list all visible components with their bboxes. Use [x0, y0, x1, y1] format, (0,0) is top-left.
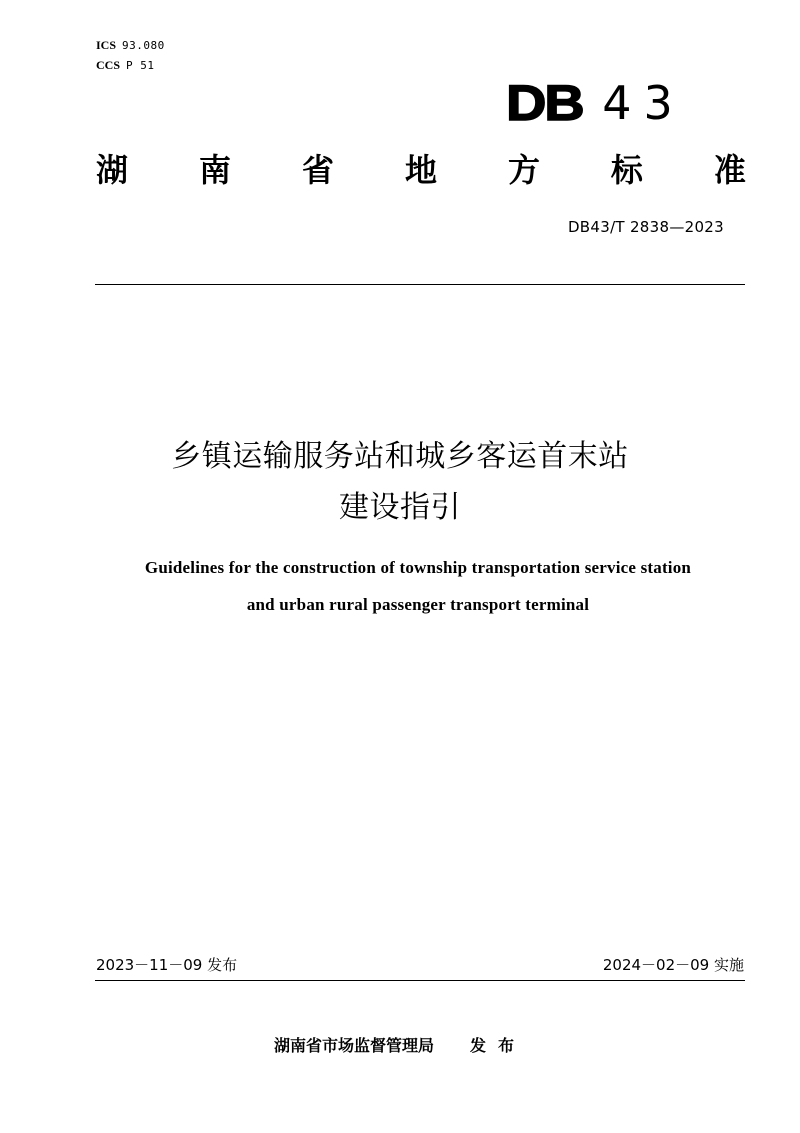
standard-type-char: 方: [507, 151, 540, 189]
standard-type-char: 标: [610, 151, 643, 189]
ccs-value: P 51: [126, 59, 155, 72]
bottom-divider: [95, 980, 745, 981]
db-logo: [506, 75, 685, 131]
db-logo-mark: DB: [506, 75, 583, 131]
chinese-title-line-1: 乡镇运输服务站和城乡客运首末站: [171, 439, 629, 474]
publisher-name: 湖南省市场监督管理局: [273, 1036, 434, 1055]
chinese-title-line-2: 建设指引: [339, 490, 461, 525]
ics-code: [96, 38, 165, 53]
standard-type-char: 省: [301, 151, 334, 189]
ics-label: ICS: [96, 38, 117, 52]
publisher-action: 发布: [470, 1036, 527, 1055]
ccs-code: [96, 58, 155, 73]
implementation-date: 2024－02－09 实施: [602, 956, 744, 974]
top-divider: [95, 284, 745, 285]
ccs-label: CCS: [96, 58, 121, 72]
issue-date: 2023－11－09 发布: [96, 956, 238, 974]
english-title-line-1: Guidelines for the construction of township transportation service station: [144, 558, 692, 577]
standard-type-char: 南: [198, 151, 231, 189]
english-title-line-2: and urban rural passenger transport terminal: [246, 595, 590, 614]
standard-number: DB43/T 2838—2023: [567, 218, 724, 236]
standard-type-title: [96, 150, 746, 190]
publisher-line: [0, 1035, 800, 1057]
standard-type-char: 湖: [96, 151, 129, 189]
ics-value: 93.080: [122, 39, 165, 52]
db-logo-number: 43: [602, 76, 685, 130]
standard-type-char: 准: [713, 151, 746, 189]
standard-type-char: 地: [404, 151, 437, 189]
